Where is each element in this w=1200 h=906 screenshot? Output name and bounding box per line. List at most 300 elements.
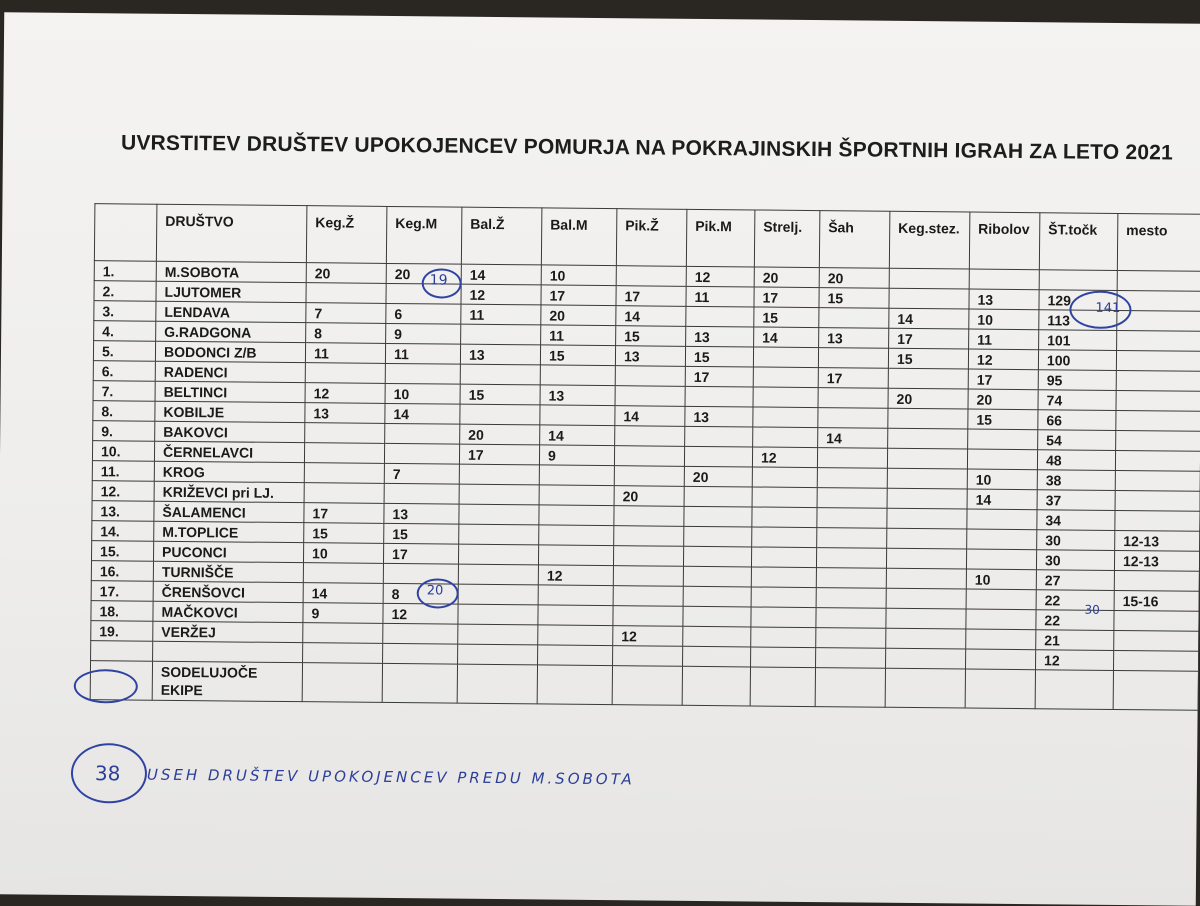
score-cell: 11: [969, 329, 1039, 350]
score-cell: 7: [384, 463, 459, 484]
score-cell: [303, 643, 383, 664]
score-cell: [304, 463, 384, 484]
score-cell: [753, 427, 818, 448]
score-cell: [383, 643, 458, 664]
score-cell: 11: [385, 343, 460, 364]
score-cell: [966, 549, 1036, 570]
score-cell: 101: [1039, 330, 1117, 351]
column-header: Pik.Ž: [616, 209, 687, 267]
score-cell: 48: [1037, 450, 1115, 471]
score-cell: [1115, 470, 1200, 491]
score-cell: 17: [754, 287, 819, 308]
score-cell: [751, 647, 816, 668]
score-cell: [1116, 350, 1200, 371]
score-cell: [888, 368, 968, 389]
hand-note-number: 38: [94, 761, 121, 786]
score-cell: 22: [1036, 590, 1114, 611]
score-cell: 12: [752, 447, 817, 468]
score-cell: 11: [461, 304, 541, 325]
score-cell: [459, 504, 539, 525]
score-cell: 14: [754, 327, 819, 348]
hand-puconci-kegm: 20: [426, 583, 444, 599]
column-header: Keg.stez.: [889, 211, 970, 269]
score-cell: [684, 446, 752, 467]
score-cell: 22: [1036, 610, 1114, 631]
score-cell: 13: [305, 403, 385, 424]
score-cell: 14: [540, 425, 615, 446]
score-cell: [752, 487, 817, 508]
score-cell: 14: [385, 403, 460, 424]
score-cell: [459, 464, 539, 485]
header-row: [94, 204, 1200, 272]
rank-cell: 9.: [93, 421, 155, 442]
score-cell: 15: [754, 307, 819, 328]
score-cell: [539, 505, 614, 526]
score-cell: 17: [968, 369, 1038, 390]
score-cell: [458, 564, 538, 585]
score-cell: [539, 465, 614, 486]
footer-cell: [457, 664, 537, 704]
score-cell: [460, 404, 540, 425]
footer-cell: [537, 665, 612, 705]
score-cell: [818, 348, 888, 369]
rank-cell: 1.: [94, 261, 156, 282]
club-name-cell: BELTINCI: [155, 381, 305, 402]
score-cell: [966, 629, 1036, 650]
footer-cell: [1113, 670, 1198, 710]
score-cell: [1114, 630, 1199, 651]
score-cell: 13: [819, 328, 889, 349]
score-cell: [684, 506, 752, 527]
score-cell: 9: [386, 323, 461, 344]
score-cell: [751, 627, 816, 648]
score-cell: 54: [1038, 430, 1116, 451]
column-header: Strelj.: [754, 210, 820, 268]
score-cell: [538, 645, 613, 666]
score-cell: [1115, 450, 1200, 471]
club-name-cell: TURNIŠČE: [153, 561, 303, 582]
score-cell: [753, 347, 818, 368]
score-cell: [751, 607, 816, 628]
score-cell: [685, 426, 753, 447]
column-header: Bal.Ž: [461, 207, 542, 265]
score-cell: 8: [306, 323, 386, 344]
score-cell: 12-13: [1115, 530, 1200, 551]
score-cell: [683, 606, 751, 627]
score-cell: [967, 509, 1037, 530]
score-cell: 14: [967, 489, 1037, 510]
score-cell: [968, 429, 1038, 450]
score-cell: 100: [1038, 350, 1116, 371]
score-cell: [819, 308, 889, 329]
footer-label: SODELUJOČE EKIPE: [152, 661, 302, 701]
score-cell: 17: [459, 444, 539, 465]
score-cell: 12: [613, 626, 683, 647]
score-cell: 15: [304, 523, 384, 544]
column-header: Ribolov: [969, 212, 1040, 270]
score-cell: 13: [969, 289, 1039, 310]
score-cell: 13: [460, 344, 540, 365]
score-cell: 95: [1038, 370, 1116, 391]
score-cell: [538, 605, 613, 626]
club-name-cell: BODONCI Z/B: [155, 341, 305, 362]
rank-cell: 14.: [92, 521, 154, 542]
score-cell: 7: [306, 303, 386, 324]
score-cell: [1114, 610, 1199, 631]
score-cell: 13: [686, 326, 754, 347]
score-cell: 12: [383, 603, 458, 624]
score-cell: 20: [541, 305, 616, 326]
score-cell: [304, 483, 384, 504]
score-cell: [615, 426, 685, 447]
score-cell: [753, 387, 818, 408]
rank-cell: 11.: [92, 461, 154, 482]
score-cell: [887, 528, 967, 549]
score-cell: [816, 588, 886, 609]
column-header: [94, 204, 157, 262]
score-cell: [303, 623, 383, 644]
score-cell: [458, 604, 538, 625]
score-cell: 15: [968, 409, 1038, 430]
score-cell: [888, 428, 968, 449]
club-name-cell: RADENCI: [155, 361, 305, 382]
score-cell: [685, 386, 753, 407]
pen-circle-row19: [74, 669, 138, 704]
rank-cell: 12.: [92, 481, 154, 502]
score-cell: [886, 588, 966, 609]
score-cell: [461, 324, 541, 345]
score-cell: [614, 506, 684, 527]
score-cell: 10: [385, 383, 460, 404]
score-cell: 38: [1037, 470, 1115, 491]
club-name-cell: M.TOPLICE: [154, 521, 304, 542]
column-header: Keg.M: [386, 206, 462, 264]
score-cell: 10: [541, 265, 616, 286]
score-cell: 14: [615, 406, 685, 427]
score-cell: [816, 548, 886, 569]
rank-cell: 15.: [92, 541, 154, 562]
score-cell: 113: [1039, 310, 1117, 331]
score-cell: 6: [386, 303, 461, 324]
score-cell: [1039, 270, 1117, 291]
footer-cell: [965, 669, 1035, 709]
footer-cell: [815, 668, 885, 708]
score-cell: [684, 486, 752, 507]
score-cell: [752, 507, 817, 528]
rank-cell: [91, 641, 153, 662]
score-cell: [1116, 430, 1200, 451]
score-cell: [385, 363, 460, 384]
score-cell: 17: [304, 503, 384, 524]
score-cell: [886, 608, 966, 629]
rank-cell: 13.: [92, 501, 154, 522]
score-cell: [458, 544, 538, 565]
rank-cell: 19.: [91, 621, 153, 642]
score-cell: 74: [1038, 390, 1116, 411]
score-cell: 13: [615, 346, 685, 367]
score-cell: [459, 524, 539, 545]
club-name-cell: [153, 641, 303, 662]
score-cell: [1115, 510, 1200, 531]
score-cell: 12: [305, 383, 385, 404]
rank-cell: 17.: [91, 581, 153, 602]
score-cell: [818, 408, 888, 429]
score-cell: [817, 508, 887, 529]
score-cell: 13: [384, 503, 459, 524]
score-cell: 20: [386, 263, 461, 284]
score-cell: 9: [539, 445, 614, 466]
hand-ljutomer-total: 141: [1095, 300, 1121, 316]
score-cell: 17: [616, 286, 686, 307]
score-cell: 12: [1035, 650, 1113, 671]
footer-cell: [612, 666, 682, 706]
score-cell: [539, 485, 614, 506]
score-cell: 12: [538, 565, 613, 586]
paper-sheet: [0, 12, 1200, 905]
score-cell: 20: [460, 424, 540, 445]
score-cell: [613, 546, 683, 567]
score-cell: [684, 526, 752, 547]
score-cell: 13: [540, 385, 615, 406]
score-cell: [385, 423, 460, 444]
rank-cell: 6.: [93, 361, 155, 382]
club-name-cell: BAKOVCI: [155, 421, 305, 442]
score-cell: 129: [1039, 290, 1117, 311]
score-cell: [384, 483, 459, 504]
score-cell: 20: [306, 263, 386, 284]
score-cell: [305, 423, 385, 444]
score-cell: 12-13: [1114, 550, 1199, 571]
score-cell: 15: [685, 346, 753, 367]
club-name-cell: LJUTOMER: [156, 281, 306, 302]
score-cell: 15: [540, 345, 615, 366]
score-cell: [615, 366, 685, 387]
score-cell: [1117, 270, 1200, 291]
score-cell: [751, 587, 816, 608]
score-cell: 12: [968, 349, 1038, 370]
score-cell: [889, 268, 969, 289]
score-cell: [816, 568, 886, 589]
score-cell: 17: [889, 328, 969, 349]
score-cell: [816, 608, 886, 629]
club-name-cell: VERŽEJ: [153, 621, 303, 642]
club-name-cell: LENDAVA: [156, 301, 306, 322]
club-name-cell: KRIŽEVCI pri LJ.: [154, 481, 304, 502]
score-cell: [686, 306, 754, 327]
score-cell: [683, 546, 751, 567]
score-cell: 34: [1037, 510, 1115, 531]
score-cell: [384, 443, 459, 464]
score-cell: 20: [968, 389, 1038, 410]
score-cell: 11: [541, 325, 616, 346]
score-cell: [969, 269, 1039, 290]
score-cell: [1113, 650, 1198, 671]
rank-cell: 10.: [92, 441, 154, 462]
score-cell: [683, 646, 751, 667]
score-cell: 15: [888, 348, 968, 369]
score-cell: [613, 646, 683, 667]
score-cell: [1117, 330, 1200, 351]
rank-cell: 4.: [94, 321, 156, 342]
score-cell: [683, 586, 751, 607]
footer-cell: [682, 666, 750, 706]
document-title: UVRSTITEV DRUŠTEV UPOKOJENCEV POMURJA NA POKRAJINSKIH ŠPORTNIH IGRAH ZA LETO 2021: [120, 131, 1174, 165]
score-cell: 8: [383, 583, 458, 604]
score-cell: [966, 589, 1036, 610]
club-name-cell: ČERNELAVCI: [154, 441, 304, 462]
score-cell: [538, 545, 613, 566]
score-cell: [306, 283, 386, 304]
score-cell: [887, 468, 967, 489]
score-cell: [383, 623, 458, 644]
column-header: ŠT.točk: [1039, 213, 1118, 271]
score-cell: [889, 288, 969, 309]
score-cell: 14: [818, 428, 888, 449]
column-header: mesto: [1117, 213, 1200, 271]
rank-cell: 2.: [94, 281, 156, 302]
club-name-cell: G.RADGONA: [156, 321, 306, 342]
rank-cell: 8.: [93, 401, 155, 422]
score-cell: [458, 584, 538, 605]
score-cell: 37: [1037, 490, 1115, 511]
score-cell: 14: [889, 308, 969, 329]
hand-msobota-kegm: 19: [429, 272, 448, 289]
score-cell: 10: [966, 569, 1036, 590]
club-name-cell: M.SOBOTA: [156, 261, 306, 282]
score-cell: [967, 529, 1037, 550]
score-cell: [538, 585, 613, 606]
column-header: Pik.M: [686, 209, 755, 267]
score-cell: [303, 563, 383, 584]
hand-puconci-total: 30: [1084, 602, 1100, 617]
score-cell: [753, 407, 818, 428]
score-cell: [683, 626, 751, 647]
score-cell: [458, 624, 538, 645]
score-cell: 12: [686, 266, 754, 287]
score-cell: 11: [686, 286, 754, 307]
footer-cell: [750, 667, 815, 707]
score-cell: [305, 363, 385, 384]
score-cell: 17: [685, 366, 753, 387]
score-cell: 17: [541, 285, 616, 306]
score-cell: [966, 609, 1036, 630]
club-name-cell: ČRENŠOVCI: [153, 581, 303, 602]
club-name-cell: ŠALAMENCI: [154, 501, 304, 522]
club-name-cell: KROG: [154, 461, 304, 482]
score-cell: 14: [461, 264, 541, 285]
score-cell: [613, 586, 683, 607]
score-cell: 17: [383, 543, 458, 564]
score-cell: [966, 649, 1036, 670]
score-cell: 30: [1037, 530, 1115, 551]
score-cell: [752, 527, 817, 548]
score-cell: [683, 566, 751, 587]
club-name-cell: KOBILJE: [155, 401, 305, 422]
score-cell: 20: [819, 268, 889, 289]
rank-cell: 7.: [93, 381, 155, 402]
score-cell: 10: [967, 469, 1037, 490]
score-cell: [1116, 390, 1200, 411]
score-cell: [888, 408, 968, 429]
score-cell: 20: [614, 486, 684, 507]
rank-cell: 5.: [93, 341, 155, 362]
footer-cell: [885, 668, 965, 708]
score-cell: 15-16: [1114, 590, 1199, 611]
score-cell: 21: [1036, 630, 1114, 651]
score-cell: [614, 466, 684, 487]
score-cell: 12: [461, 284, 541, 305]
score-cell: [751, 567, 816, 588]
score-cell: [1116, 410, 1200, 431]
column-header: DRUŠTVO: [156, 204, 307, 262]
score-cell: [817, 528, 887, 549]
score-cell: [304, 443, 384, 464]
score-cell: [613, 606, 683, 627]
score-cell: [753, 367, 818, 388]
score-cell: [459, 484, 539, 505]
score-cell: [616, 266, 686, 287]
score-cell: 17: [818, 368, 888, 389]
score-cell: [458, 644, 538, 665]
score-cell: [818, 388, 888, 409]
score-cell: 9: [303, 603, 383, 624]
rank-cell: 18.: [91, 601, 153, 622]
score-cell: [615, 386, 685, 407]
score-cell: 66: [1038, 410, 1116, 431]
footer-cell: [302, 663, 382, 703]
score-cell: [817, 468, 887, 489]
score-cell: [1115, 490, 1200, 511]
score-cell: 11: [305, 343, 385, 364]
column-header: Šah: [819, 211, 890, 269]
score-cell: [817, 488, 887, 509]
score-cell: 15: [384, 523, 459, 544]
footer-cell: [1035, 670, 1113, 710]
score-cell: [540, 365, 615, 386]
score-cell: 10: [969, 309, 1039, 330]
score-cell: [614, 526, 684, 547]
column-header: Bal.M: [541, 208, 617, 266]
score-cell: [887, 508, 967, 529]
score-cell: [613, 566, 683, 587]
score-cell: [1114, 570, 1199, 591]
rank-cell: 3.: [94, 301, 156, 322]
score-cell: [887, 448, 967, 469]
score-cell: 15: [616, 326, 686, 347]
score-cell: 15: [819, 288, 889, 309]
score-cell: [539, 525, 614, 546]
score-cell: [967, 449, 1037, 470]
score-cell: [886, 628, 966, 649]
score-cell: [751, 547, 816, 568]
score-cell: 20: [888, 388, 968, 409]
score-cell: [538, 625, 613, 646]
rank-cell: 16.: [91, 561, 153, 582]
score-cell: [614, 446, 684, 467]
score-cell: [817, 448, 887, 469]
score-cell: 27: [1036, 570, 1114, 591]
score-cell: [752, 467, 817, 488]
score-cell: 20: [754, 267, 819, 288]
score-cell: [886, 648, 966, 669]
score-cell: 10: [303, 543, 383, 564]
column-header: Keg.Ž: [306, 206, 387, 264]
score-cell: 14: [616, 306, 686, 327]
score-cell: [460, 364, 540, 385]
hand-note-text: USEH DRUŠTEV UPOKOJENCEV PREDU M.SOBOTA: [146, 765, 635, 789]
score-cell: [540, 405, 615, 426]
club-name-cell: MAČKOVCI: [153, 601, 303, 622]
